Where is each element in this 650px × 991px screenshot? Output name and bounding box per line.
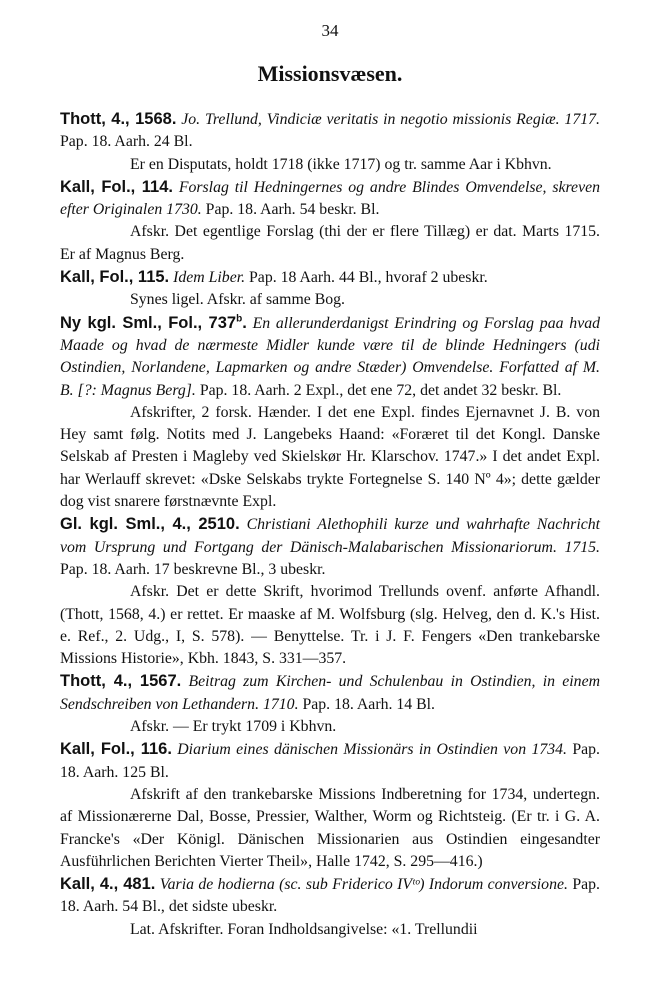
shelfmark: Kall, Fol., 114. <box>60 177 173 196</box>
shelfmark: Kall, Fol., 116. <box>60 740 172 759</box>
catalog-entry <box>60 266 600 312</box>
entry-note: Synes ligel. Afskr. af samme Bog. <box>130 291 345 309</box>
entry-heading <box>60 176 600 222</box>
entry-details: Pap. 18. Aarh. 54 beskr. Bl. <box>205 201 380 219</box>
shelfmark-main: Ny kgl. Sml., Fol., 737 <box>60 313 237 332</box>
entry-details: Pap. 18. Aarh. 125 Bl. <box>60 741 600 781</box>
shelfmark-superscript: b <box>236 313 243 325</box>
catalog-entry <box>60 513 600 670</box>
entry-note: Er en Disputats, holdt 1718 (ikke 1717) og tr. samme Aar i Kbhvn. <box>130 155 552 173</box>
entry-heading <box>60 873 600 919</box>
entry-details: Pap. 18. Aarh. 54 Bl., det sidste ubeskr. <box>60 876 600 916</box>
entry-heading <box>60 312 600 402</box>
entry-note: Afskrifter, 2 forsk. Hænder. I det ene Expl. findes Ejernavnet J. B. von Hey samt følg. Notits med J. Langebeks Haand: «Foræret til det Kongl. Danske Selskab af Presten i Magleby ved Skielskør Hr. Klarschov. 1747.» I det andet Expl. har Werlauff skrevet: «Dske Selskabs trykte Fortegnelse S. 140 Nº 4»; dette gælder dog vist snarere førstnævnte Expl. <box>60 403 600 511</box>
entry-title: Varia de hodierna (sc. sub Friderico IVᵗᵒ) Indorum conversione. <box>159 876 568 894</box>
entry-details: Pap. 18. Aarh. 24 Bl. <box>60 133 193 151</box>
catalog-entry <box>60 176 600 266</box>
entry-note: Afskr. Det egentlige Forslag (thi der er flere Tillæg) er dat. Marts 1715. Er af Magnus Berg. <box>60 223 600 263</box>
catalog-entry <box>60 738 600 873</box>
entry-details: Pap. 18. Aarh. 14 Bl. <box>302 695 435 713</box>
entry-title: Christiani Alethophili kurze und wahrhafte Nachricht vom Ursprung und Fortgang der Dänisch-Malabarischen Missionariorum. 1715. <box>60 516 601 556</box>
entry-heading <box>60 266 600 289</box>
shelfmark: Kall, 4., 481. <box>60 875 156 894</box>
catalog-entry <box>60 873 600 941</box>
entry-details: Pap. 18. Aarh. 2 Expl., det ene 72, det andet 32 beskr. Bl. <box>199 381 562 399</box>
entry-title: Jo. Trellund, Vindiciæ veritatis in negotio missionis Regiæ. 1717. <box>181 111 600 128</box>
entry-title: Diarium eines dänischen Missionärs in Ostindien von 1734. <box>177 741 567 759</box>
page-number: 34 <box>321 21 339 40</box>
entry-note: Afskr. Det er dette Skrift, hvorimod Trellunds ovenf. anførte Afhandl. (Thott, 1568, 4.) er rettet. Er maaske af M. Wolfsburg (slg. Helveg, den d. K.'s Hist. e. Ref., 2. Udg., I, S. 578). — Benyttelse. Tr. i J. F. Fengers «Den trankebarske Missions Historie», Kbh. 1843, S. 331—357. <box>60 583 600 668</box>
entry-details: Pap. 18 Aarh. 44 Bl., hvoraf 2 ubeskr. <box>249 269 488 287</box>
entry-details: Pap. 18. Aarh. 17 beskrevne Bl., 3 ubeskr. <box>60 560 326 578</box>
entry-heading <box>60 670 600 716</box>
entry-title: En allerunderdanigst Erindring og Forslag paa hvad Maade og hvad de nærmeste Midler kunde være til de blinde Hedningers (udi Ostindien, Norlandene, Lapmarken og andre Stæder) Omvendelse. Forfatted af M. B. [?: Magnus Berg]. <box>60 314 600 399</box>
shelfmark: Gl. kgl. Sml., 4., 2510. <box>60 515 240 534</box>
shelfmark: Kall, Fol., 115. <box>60 268 170 287</box>
entry-heading <box>60 738 600 784</box>
section-title: Missionsvæsen. <box>257 61 403 86</box>
shelfmark <box>60 314 247 332</box>
entry-title: Beitrag zum Kirchen- und Schulenbau in Ostindien, in einem Sendschreiben von Lethandern. 1710. <box>60 673 600 713</box>
shelfmark-end: . <box>242 313 247 332</box>
document-page <box>60 0 600 941</box>
catalog-entry <box>60 670 600 738</box>
entry-note: Afskrift af den trankebarske Missions Indberetning for 1734, undertegn. af Missionærerne Dal, Bosse, Pressier, Walther, Worm og Richtsteig. (Er tr. i G. A. Francke's «Der Königl. Dänischen Missionarien aus Ostindien eingesandter Ausführlichen Berichten Vierter Theil», Halle 1742, S. 295—416.) <box>60 785 600 870</box>
entry-title: Forslag til Hedningernes og andre Blindes Omvendelse, skreven efter Originalen 1730. <box>60 178 600 219</box>
catalog-entry <box>60 108 600 176</box>
catalog-entry <box>60 312 600 514</box>
entry-heading <box>60 513 600 581</box>
entry-note: Lat. Afskrifter. Foran Indholdsangivelse: «1. Trellundii <box>130 920 478 938</box>
shelfmark: Thott, 4., 1568. <box>60 110 177 128</box>
entry-title: Idem Liber. <box>173 269 246 287</box>
entry-heading <box>60 108 600 154</box>
entry-note: Afskr. — Er trykt 1709 i Kbhvn. <box>130 718 337 736</box>
shelfmark: Thott, 4., 1567. <box>60 672 182 691</box>
